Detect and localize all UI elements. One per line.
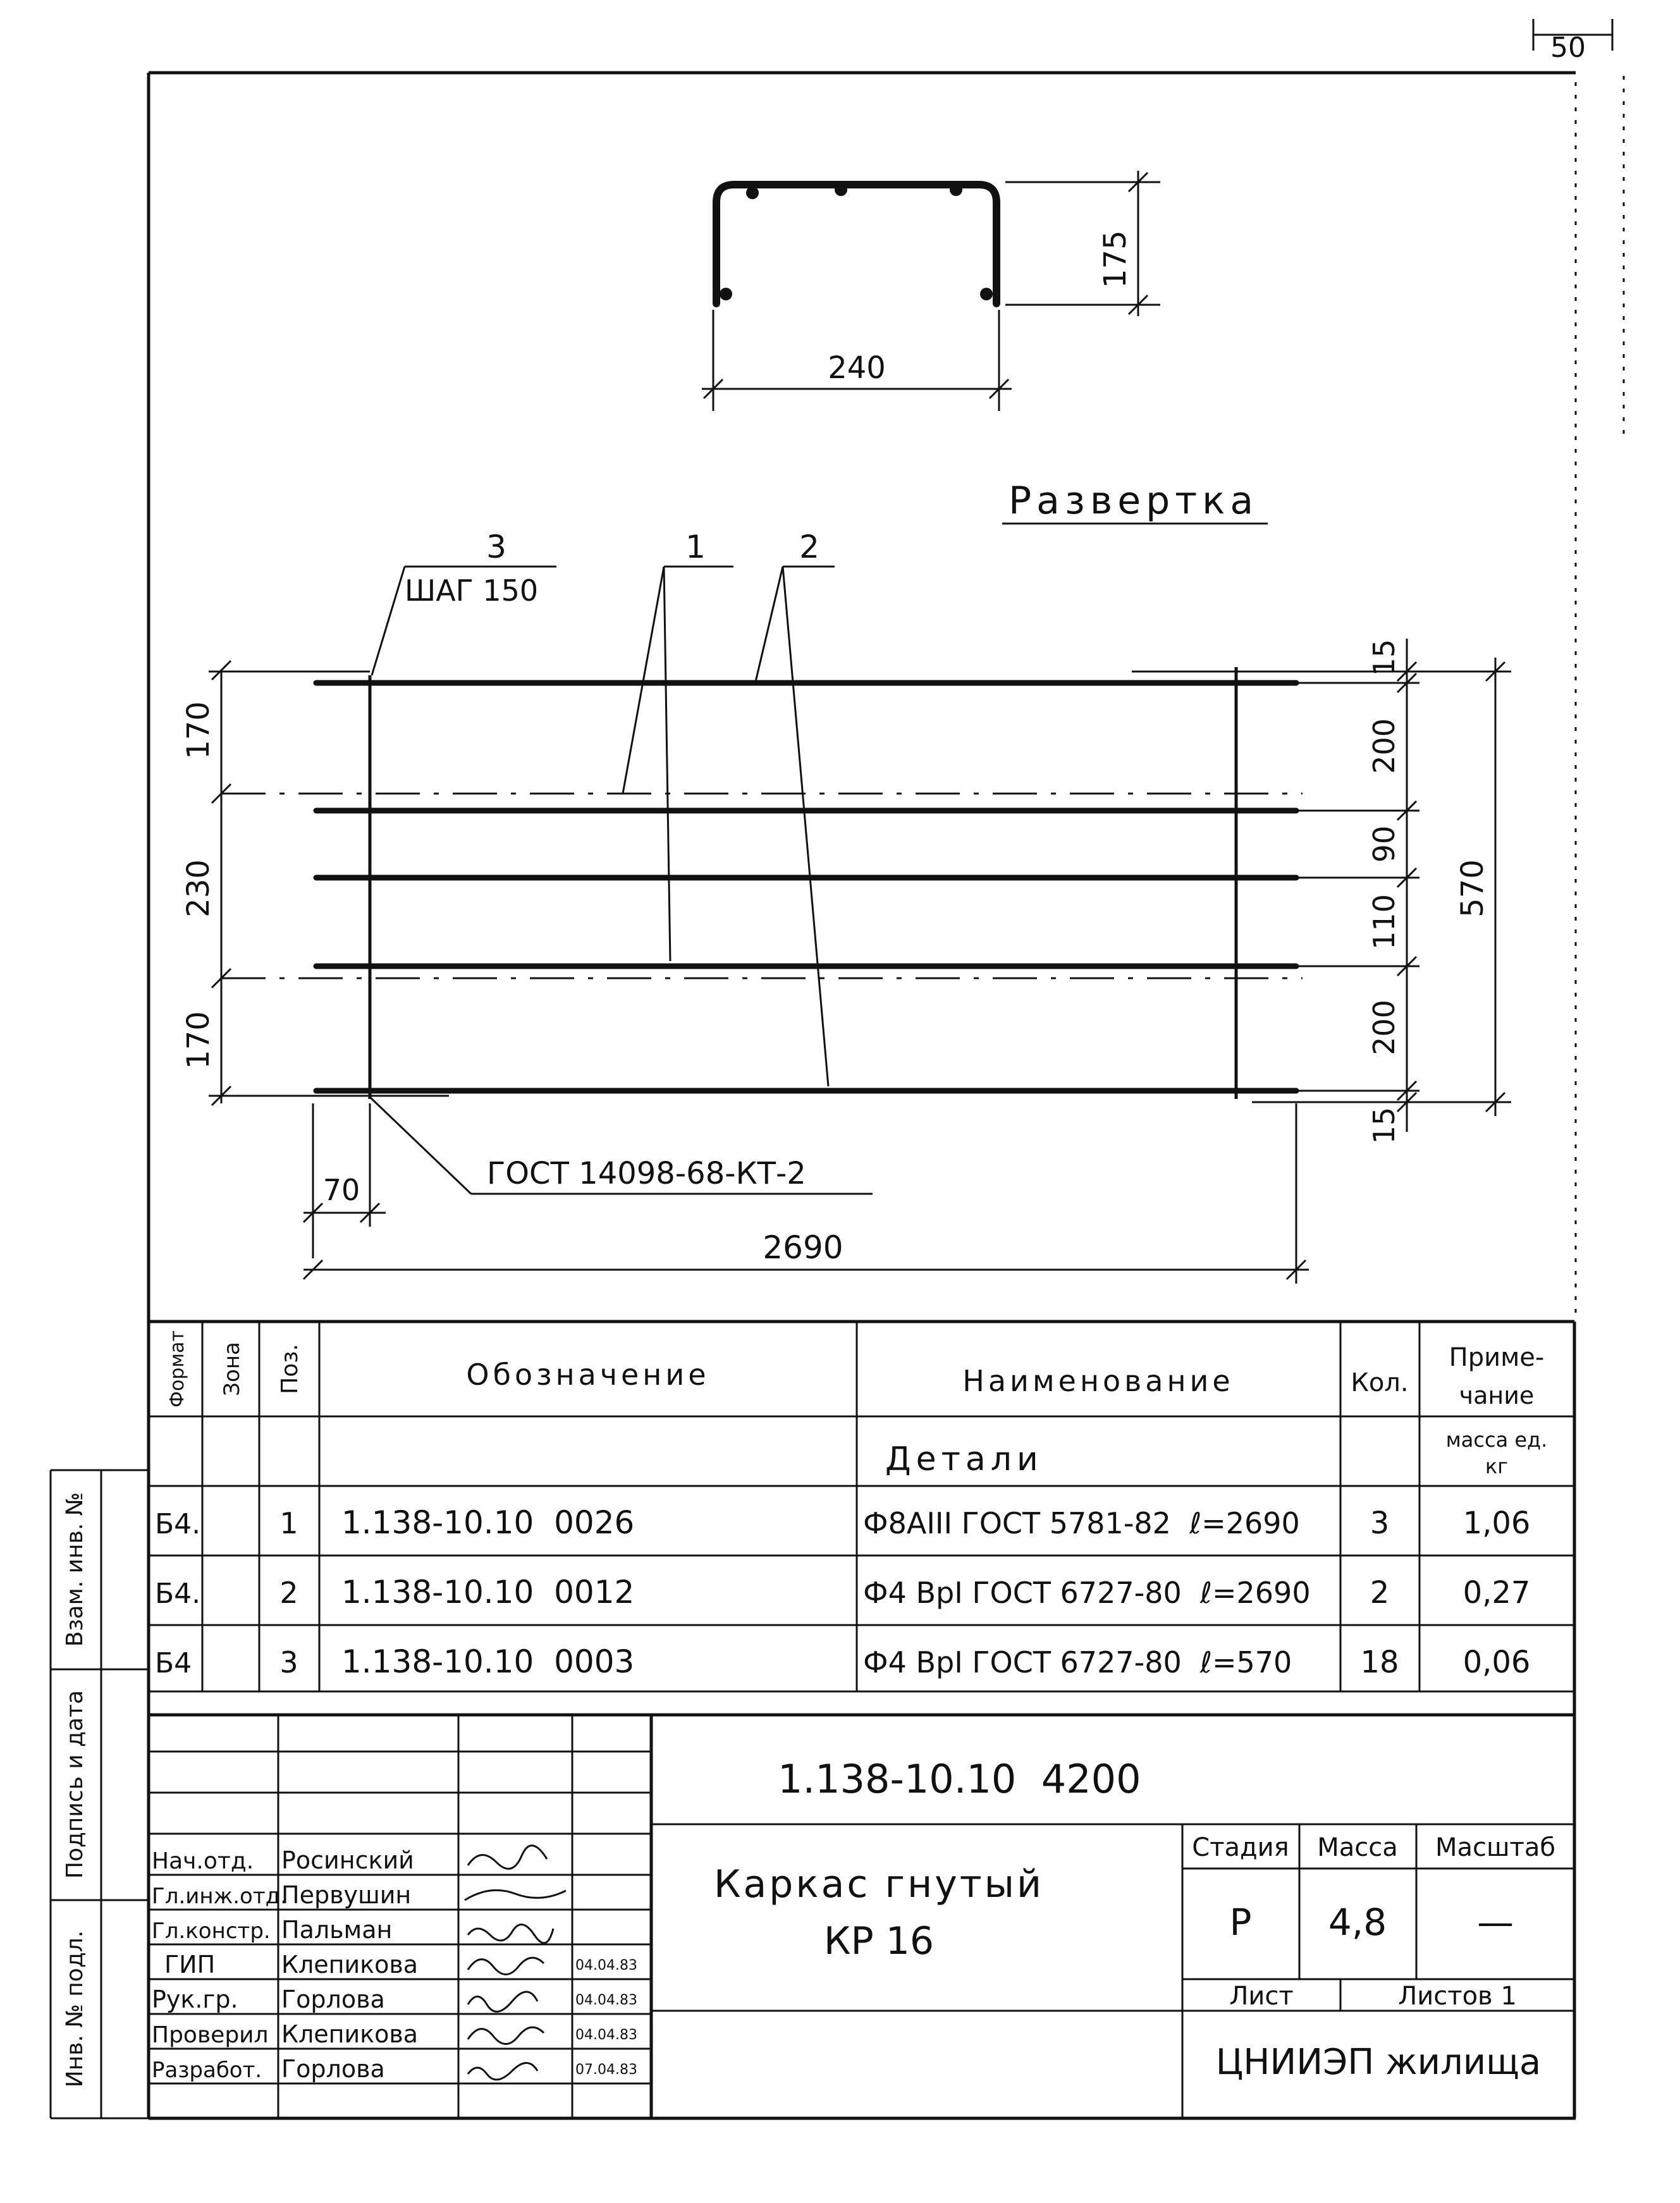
mass-label-2: кг (1485, 1454, 1509, 1478)
sheet-label: Лист (1229, 1982, 1294, 2011)
hdr-note-2: чание (1459, 1382, 1535, 1409)
hdr-pos: Поз. (277, 1344, 303, 1394)
row1-qty: 3 (1370, 1506, 1390, 1541)
row1-designation: 1.138-10.10 0026 (341, 1504, 635, 1541)
row3-pos: 3 (279, 1645, 298, 1679)
row2-designation: 1.138-10.10 0012 (341, 1574, 635, 1611)
stamp-inv-podl: Инв. № подл. (62, 1930, 88, 2088)
pitch-label: ШАГ 150 (405, 574, 539, 608)
mass-label: Масса (1317, 1833, 1398, 1862)
title-line-1: Каркас гнутый (713, 1862, 1045, 1906)
hdr-name: Наименование (962, 1364, 1234, 1398)
razvertka-view (181, 479, 1511, 1284)
doc-number: 1.138-10.10 4200 (778, 1756, 1141, 1802)
side-stamp (51, 1470, 149, 2118)
sig-date: 04.04.83 (575, 1958, 637, 1973)
sig-name: Клепикова (281, 1951, 419, 1979)
row1-mass: 1,06 (1462, 1506, 1531, 1541)
organization: ЦНИИЭП жилища (1215, 2042, 1542, 2083)
signature-mark (468, 2063, 537, 2080)
sig-name: Росинский (281, 1846, 414, 1874)
sig-date: 04.04.83 (575, 2027, 637, 2043)
rebar-dot-5 (980, 288, 993, 300)
rebar-dot-3 (950, 183, 962, 196)
signature-row (152, 1881, 566, 1909)
sheets-label: Листов 1 (1398, 1982, 1517, 2011)
sig-name: Пальман (281, 1916, 393, 1944)
signature-mark (468, 1925, 553, 1943)
overall-height-dim: 570 (1455, 859, 1490, 917)
right-dim-3: 90 (1367, 825, 1401, 863)
title-block (149, 1715, 1574, 2118)
sig-role: Нач.отд. (152, 1848, 254, 1874)
rebar-dot-2 (835, 183, 847, 196)
offset-dim: 70 (322, 1173, 360, 1207)
sig-name: Клепикова (281, 2020, 419, 2048)
signature-row (164, 1951, 637, 1979)
table-row (155, 1574, 1530, 1611)
section-title-details: Детали (885, 1440, 1043, 1478)
title-line-2: КР 16 (823, 1919, 935, 1963)
right-dim-5: 200 (1367, 1000, 1401, 1055)
rebar-dot-1 (746, 187, 759, 199)
razvertka-title: Развертка (1009, 479, 1259, 523)
stamp-podpis-data: Подпись и дата (62, 1690, 88, 1879)
row1-name: Ф8АIII ГОСТ 5781-82 ℓ=2690 (863, 1506, 1300, 1540)
overall-length-dim: 2690 (763, 1229, 843, 1266)
table-row (155, 1643, 1530, 1680)
scale-value: — (1477, 1901, 1514, 1944)
sig-role: ГИП (164, 1951, 216, 1979)
stamp-vzam-inv: Взам. инв. № (62, 1492, 88, 1647)
sig-name: Горлова (281, 2055, 385, 2083)
hdr-note-1: Приме- (1449, 1343, 1545, 1372)
sig-role: Гл.констр. (152, 1918, 271, 1944)
signature-row (152, 2055, 637, 2083)
signature-mark (468, 2027, 544, 2044)
right-dim-6: 15 (1367, 1107, 1401, 1144)
callout-1: 1 (685, 529, 706, 565)
signature-mark (465, 1890, 566, 1900)
stage-value: Р (1229, 1901, 1252, 1944)
row2-mass: 0,27 (1462, 1575, 1531, 1611)
row3-name: Ф4 ВрI ГОСТ 6727-80 ℓ=570 (863, 1645, 1292, 1679)
signature-row (152, 1985, 637, 2013)
right-dim-1: 15 (1367, 639, 1401, 677)
signature-row (152, 2020, 637, 2048)
callout-3: 3 (486, 529, 506, 565)
page-number-box (1533, 19, 1612, 64)
sig-role: Проверил (152, 2022, 269, 2048)
cross-section (702, 171, 1160, 411)
signature-row (152, 1916, 553, 1944)
weld-standard-label: ГОСТ 14098-68-КТ-2 (487, 1156, 806, 1191)
hdr-designation: Обозначение (466, 1358, 710, 1392)
section-height-dim: 175 (1098, 230, 1133, 288)
right-dim-2: 200 (1367, 718, 1401, 774)
row2-pos: 2 (279, 1576, 298, 1610)
signature-row (152, 1846, 547, 1874)
row3-format: Б4 (155, 1647, 192, 1679)
row1-format: Б4. (155, 1508, 201, 1540)
left-dim-2: 230 (181, 859, 216, 917)
row2-format: Б4. (155, 1578, 201, 1610)
stage-label: Стадия (1192, 1833, 1289, 1862)
sig-date: 04.04.83 (575, 1992, 637, 2008)
sig-role: Гл.инж.отд. (152, 1884, 287, 1909)
sig-date: 07.04.83 (575, 2062, 637, 2078)
rebar-dot-4 (720, 288, 732, 300)
callout-2: 2 (799, 529, 819, 565)
section-width-dim: 240 (828, 350, 886, 386)
row3-qty: 18 (1360, 1645, 1399, 1680)
row3-mass: 0,06 (1462, 1645, 1531, 1680)
sig-name: Первушин (281, 1881, 412, 1909)
right-dim-4: 110 (1367, 894, 1401, 950)
hdr-qty: Кол. (1351, 1368, 1409, 1397)
row1-pos: 1 (279, 1506, 298, 1540)
mass-label-1: масса ед. (1445, 1428, 1548, 1452)
hdr-zone: Зона (219, 1342, 245, 1396)
scale-label: Масштаб (1435, 1833, 1556, 1862)
table-row (155, 1504, 1530, 1541)
left-dim-3: 170 (181, 1011, 216, 1069)
spec-table (149, 1322, 1574, 1691)
sig-role: Разработ. (152, 2058, 262, 2083)
hdr-format: Формат (166, 1330, 188, 1408)
row3-designation: 1.138-10.10 0003 (341, 1643, 635, 1680)
sig-role: Рук.гр. (152, 1985, 238, 2013)
signature-mark (468, 1846, 547, 1869)
page-number: 50 (1550, 32, 1586, 64)
mass-value: 4,8 (1328, 1901, 1387, 1944)
row2-qty: 2 (1370, 1575, 1390, 1611)
signature-mark (468, 1958, 544, 1974)
left-dim-1: 170 (181, 701, 216, 759)
row2-name: Ф4 ВрI ГОСТ 6727-80 ℓ=2690 (863, 1576, 1311, 1610)
signature-mark (468, 1992, 537, 2011)
sig-name: Горлова (281, 1985, 385, 2013)
